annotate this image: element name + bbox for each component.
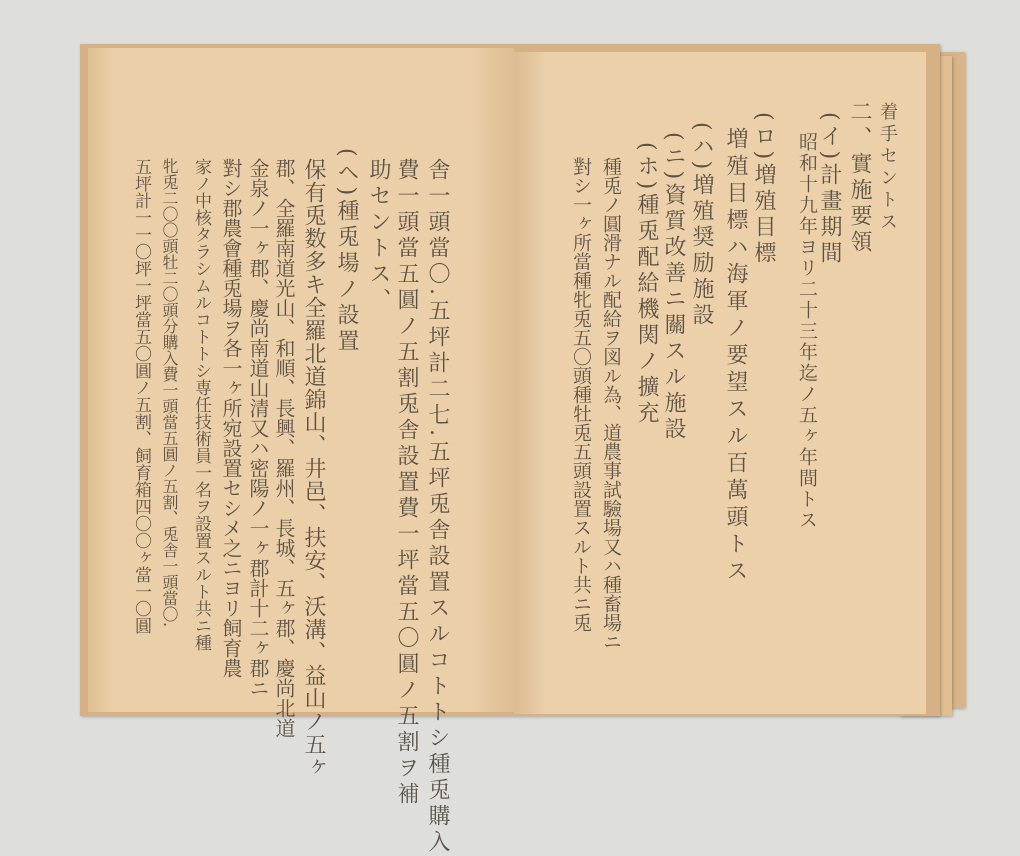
text-column: 保有兎数多キ全羅北道錦山、井邑、扶安、沃溝、益山ノ五ヶ bbox=[301, 158, 326, 779]
text-column: 牝兎二〇〇頭牡二〇頭分購入費一頭當五圓ノ五割、兎舎一頭當〇. bbox=[160, 158, 179, 628]
section-heading: (ヘ)種兎場ノ設置 bbox=[334, 148, 359, 356]
text-column: 郡、全羅南道光山、和順、長興、羅州、長城、五ヶ郡、慶尚北道 bbox=[272, 158, 296, 738]
left-page bbox=[88, 48, 514, 856]
right-page bbox=[514, 52, 926, 714]
section-heading: (ニ)資質改善ニ關スル施設 bbox=[661, 132, 686, 444]
text-column: 着手セントス bbox=[877, 102, 898, 234]
text-column: 對シ郡農會種兎場ヲ各一ヶ所宛設置セシメ之ニヨリ飼育農 bbox=[219, 158, 243, 678]
section-heading: (ホ)種兎配給機関ノ擴充 bbox=[634, 142, 659, 428]
text-column: 種兎ノ圓滑ナル配給ヲ図ル為、道農事試驗場又ハ種畜場ニ bbox=[600, 157, 622, 651]
text-column: 對シ一ヶ所當種牝兎五〇頭種牡兎五頭設置スルト共ニ兎 bbox=[570, 157, 592, 632]
text-column: 舎一頭當〇.五坪計二七.五坪兎舎設置スルコトトシ種兎購入 bbox=[425, 158, 450, 856]
text-column: 費一頭當五圓ノ五割兎舎設置費一坪當五〇圓ノ五割ヲ補 bbox=[394, 158, 419, 808]
section-heading: 二、實施要領 bbox=[847, 100, 872, 256]
text-column: 増殖目標ハ海軍ノ要望スル百萬頭トス bbox=[723, 127, 748, 586]
section-heading: (イ)計畫期間 bbox=[817, 112, 842, 268]
section-heading: (ロ)増殖目標 bbox=[751, 112, 776, 268]
text-column: 助セントス、 bbox=[366, 158, 391, 314]
section-heading: (ハ)増殖奨励施設 bbox=[689, 122, 714, 330]
text-column: 昭和十九年ヨリ二十三年迄ノ五ヶ年間トス bbox=[796, 132, 818, 531]
text-column: 家ノ中核タラシムルコトトシ専任技術員一名ヲ設置スルト共ニ種 bbox=[191, 158, 211, 651]
text-column: 五坪計一一〇坪一坪當五〇圓ノ五割、飼育箱四〇〇ヶ當一〇圓 bbox=[131, 158, 151, 634]
text-column: 金泉ノ一ヶ郡、慶尚南道山清又ハ密陽ノ一ヶ郡計十二ヶ郡ニ bbox=[246, 158, 270, 698]
